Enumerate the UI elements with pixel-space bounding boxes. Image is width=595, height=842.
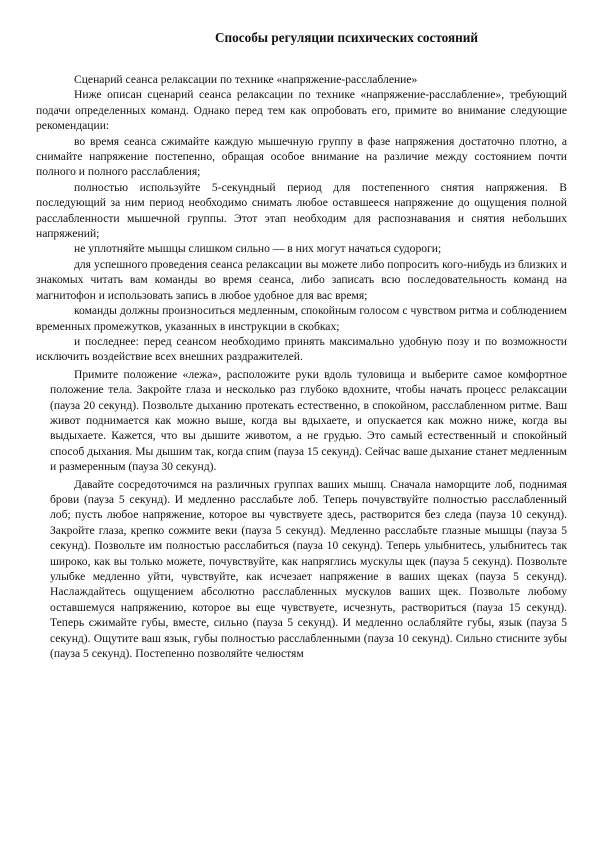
paragraph-recommendation-4: для успешного проведения сеанса релаксации вы можете либо попросить кого-нибудь из близких и знакомых читать вам команды во время сеанса, либо записать всю последовательность команд на магнитофон и использовать запись в любое удобное для вас время;: [36, 257, 567, 302]
paragraph-recommendation-2: полностью используйте 5-секундный период для постепенного снятия напряжения. В последующий за ним период необходимо снимать любое оставшееся напряжение до ощущения полной расслабленности мышечной группы. Этот этап необходим для распознавания и снятия небольших напряжений;: [36, 180, 567, 241]
paragraph-instruction-2: Давайте сосредоточимся на различных группах ваших мышц. Сначала наморщите лоб, поднимая брови (пауза 5 секунд). И медленно расслабьте лоб. Теперь почувствуйте полностью расслабленный лоб; пусть любое напряжение, которое вы чувствуете здесь, растворится без следа (пауза 10 секунд). Закройте глаза, крепко сожмите веки (пауза 5 секунд). Медленно расслабьте глазные мышцы (пауза 5 секунд). Позвольте им полностью расслабиться (пауза 10 секунд). Теперь улыбнитесь, улыбнитесь так широко, как вы только можете, почувствуйте, как напряглись мускулы щек (пауза 5 секунд). Позвольте улыбке медленно уйти, чувствуйте, как исчезает напряжение в ваших щеках (пауза 5 секунд). Наслаждайтесь ощущением абсолютно расслабленных мускулов ваших щек. Позвольте любому оставшемуся напряжению, которое вы еще чувствуете, исчезнуть, раствориться (пауза 15 секунд). Теперь сжимайте губы, вместе, сильно (пауза 5 секунд). И медленно ослабляйте губы, язык (пауза 5 секунд). Ощутите ваш язык, губы полностью расслабленными (пауза 10 секунд). Сильно стисните зубы (пауза 5 секунд). Постепенно позволяйте челюстям: [50, 477, 567, 661]
paragraph-recommendation-6: и последнее: перед сеансом необходимо принять максимально удобную позу и по возможности исключить воздействие всех внешних раздражителей.: [36, 334, 567, 364]
paragraph-intro: Ниже описан сценарий сеанса релаксации по технике «напряжение-расслабление», требующий подачи определенных команд. Однако перед тем как опробовать его, примите во внимание следующие рекомендации:: [36, 88, 567, 133]
paragraph-recommendation-5: команды должны произноситься медленным, спокойным голосом с чувством ритма и соблюдением временных промежутков, указанных в инструкции в скобках;: [36, 304, 567, 333]
paragraph-instruction-1: Примите положение «лежа», расположите руки вдоль туловища и выберите самое комфортное положение тела. Закройте глаза и несколько раз глубоко вдохните, чтобы начать процесс релаксации (пауза 20 секунд). Позвольте дыханию протекать естественно, в спокойном, расслабленном ритме. Ваш живот поднимается как можно выше, когда вы вдыхаете, и опускается как можно ниже, когда вы выдыхаете. Кажется, что вы дышите животом, а не грудью. Это самый естественный и спокойный способ дыхания. Мы дышим так, когда спим (пауза 15 секунд). Сейчас ваше дыхание станет медленным и размеренным (пауза 30 секунд).: [50, 367, 567, 474]
paragraph-recommendation-3: не уплотняйте мышцы слишком сильно — в них могут начаться судороги;: [74, 242, 442, 256]
paragraph-scenario-heading: Сценарий сеанса релаксации по технике «напряжение-расслабление»: [74, 73, 418, 86]
page-title: Способы регуляции психических состояний: [215, 30, 478, 45]
paragraph-recommendation-1: во время сеанса сжимайте каждую мышечную группу в фазе напряжения достаточно плотно, а снимайте напряжение постепенно, обращая особое внимание на различие между состоянием почти полного и полного расслабления;: [36, 134, 567, 179]
